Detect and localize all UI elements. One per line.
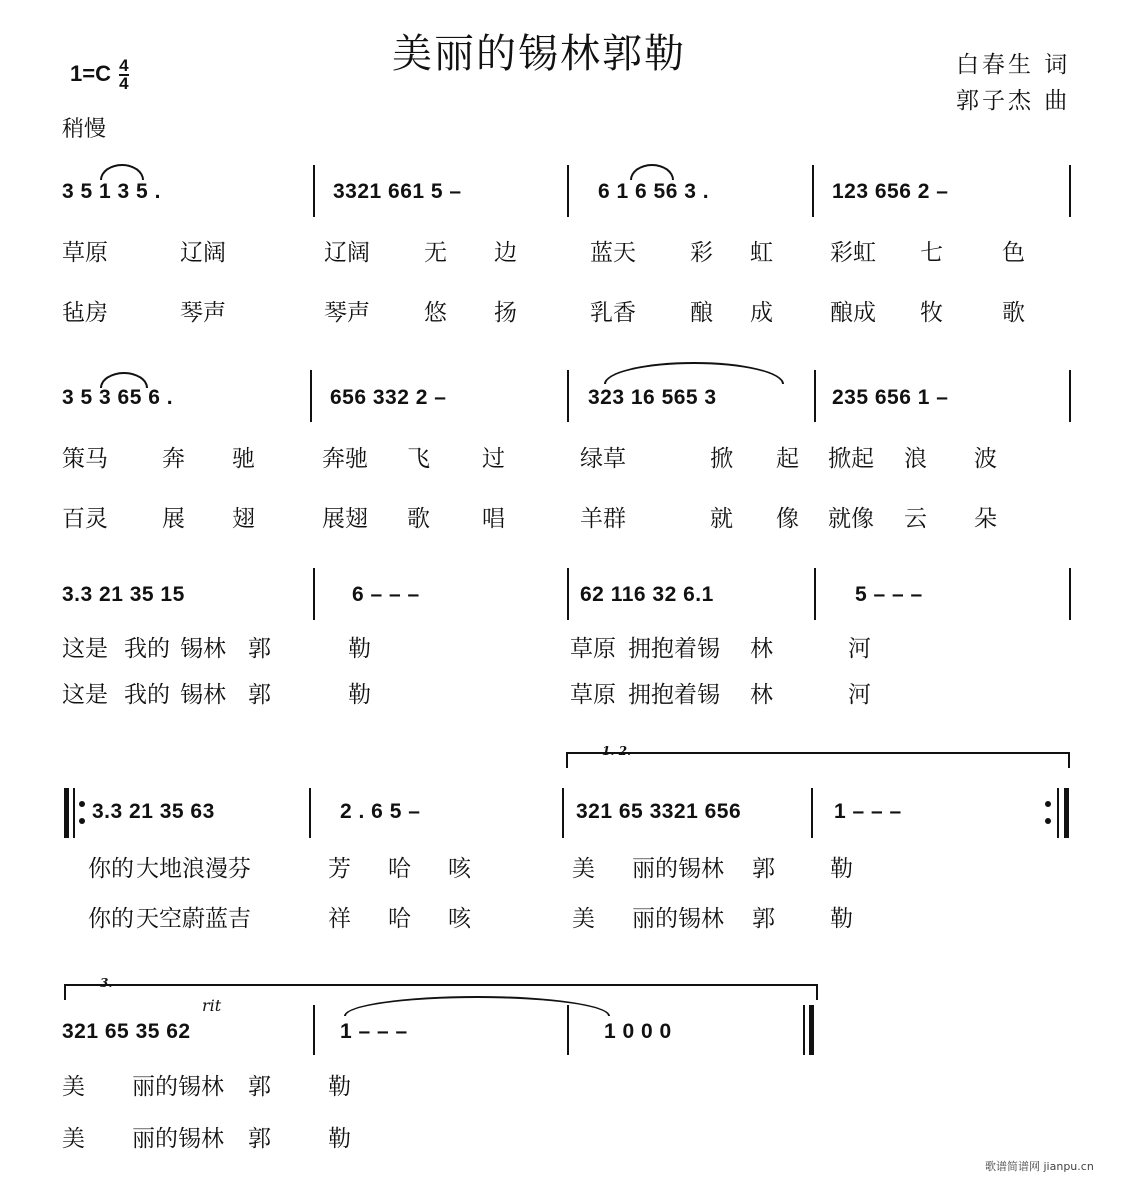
lyric-word: 郭 [752,906,775,932]
repeat-start-barline-thin [73,788,75,838]
measure: 3.3 21 35 15 [62,583,185,606]
lyric-word: 蓝天 [590,240,636,266]
repeat-dot [1045,818,1051,824]
lyric-word: 勒 [348,682,371,708]
measure: 1 – – – [340,1020,408,1043]
lyric-word: 丽的锡林 [632,856,724,882]
lyric-word: 勒 [328,1126,351,1152]
barline [562,788,564,838]
lyric-word: 虹 [750,240,773,266]
lyric-word: 毡房 [62,300,108,326]
lyric-word: 芳 [328,856,351,882]
lyric-word: 咳 [448,906,471,932]
lyric-word: 起 [776,446,799,472]
lyric-word: 彩 [690,240,713,266]
lyric-word: 河 [848,636,871,662]
measure: 5 – – – [855,583,923,606]
lyric-word: 你的 [88,906,134,932]
lyric-word: 郭 [248,1074,271,1100]
barline [1069,165,1071,217]
lyric-word: 飞 [407,446,430,472]
lyric-word: 郭 [752,856,775,882]
lyric-word: 彩虹 [830,240,876,266]
barline [567,1005,569,1055]
lyric-word: 展翅 [322,506,368,532]
lyric-word: 我的 [124,636,170,662]
lyric-word: 草原 [62,240,108,266]
volta-label: 3. [100,976,113,990]
lyric-word: 河 [848,682,871,708]
barline [313,568,315,620]
time-bottom: 4 [119,74,129,93]
lyric-word: 我的 [124,682,170,708]
lyric-word: 云 [904,506,927,532]
barline [310,370,312,422]
barline [814,568,816,620]
tempo-marking: 稍慢 [62,117,107,142]
lyric-word: 牧 [920,300,943,326]
lyric-word: 哈 [388,856,411,882]
lyric-word: 锡林 [180,636,226,662]
measure: 6 1 6 56 3 . [598,180,710,203]
lyric-word: 策马 [62,446,108,472]
barline [812,165,814,217]
barline [313,165,315,217]
repeat-dot [79,818,85,824]
lyric-word: 边 [494,240,517,266]
lyric-word: 草原 [570,636,616,662]
lyric-word: 掀 [710,446,733,472]
lyric-word: 就 [710,506,733,532]
barline [1069,568,1071,620]
lyric-word: 琴声 [324,300,370,326]
measure: 3.3 21 35 63 [92,800,215,823]
lyric-word: 天空蔚蓝吉 [136,906,251,932]
lyric-word: 奔驰 [322,446,368,472]
lyric-word: 祥 [328,906,351,932]
lyric-word: 波 [974,446,997,472]
lyric-word: 乳香 [590,300,636,326]
repeat-end-barline-thin [1057,788,1059,838]
lyric-word: 美 [62,1126,85,1152]
lyric-word: 林 [750,682,773,708]
lyric-word: 草原 [570,682,616,708]
song-title: 美丽的锡林郭勒 [392,31,686,77]
repeat-end-barline [1064,788,1069,838]
barline [567,568,569,620]
lyric-word: 扬 [494,300,517,326]
lyric-word: 勒 [830,906,853,932]
lyricist-credit: 白春生 词 [956,52,1071,78]
lyric-word: 拥抱着锡 [628,636,720,662]
measure: 321 65 35 62 [62,1020,191,1043]
barline [309,788,311,838]
measure: 1 – – – [834,800,902,823]
ritardando-marking: rit [202,996,222,1015]
key-signature [70,58,129,92]
lyric-word: 酿成 [830,300,876,326]
barline [567,370,569,422]
lyric-word: 歌 [1002,300,1025,326]
measure: 62 116 32 6.1 [580,583,714,606]
repeat-dot [1045,801,1051,807]
barline [811,788,813,838]
watermark: 歌谱简谱网 jianpu.cn [985,1160,1094,1173]
time-top: 4 [119,56,129,75]
lyric-word: 拥抱着锡 [628,682,720,708]
final-barline-thin [803,1005,805,1055]
barline [313,1005,315,1055]
lyric-word: 色 [1002,240,1025,266]
lyric-word: 美 [62,1074,85,1100]
lyric-word: 朵 [974,506,997,532]
measure: 3 5 3 65 6 . [62,386,174,409]
lyric-word: 羊群 [580,506,626,532]
measure: 2 . 6 5 – [340,800,421,823]
lyric-word: 郭 [248,682,271,708]
lyric-word: 这是 [62,682,108,708]
lyric-word: 浪 [904,446,927,472]
slur [604,362,784,384]
lyric-word: 驰 [232,446,255,472]
measure: 235 656 1 – [832,386,949,409]
measure: 123 656 2 – [832,180,949,203]
lyric-word: 勒 [348,636,371,662]
lyric-word: 翅 [232,506,255,532]
lyric-word: 百灵 [62,506,108,532]
measure: 6 – – – [352,583,420,606]
lyric-word: 林 [750,636,773,662]
time-signature [119,58,128,92]
slur [100,164,144,180]
lyric-word: 丽的锡林 [632,906,724,932]
lyric-word: 掀起 [828,446,874,472]
lyric-word: 丽的锡林 [132,1126,224,1152]
measure: 3321 661 5 – [333,180,462,203]
lyric-word: 大地浪漫芬 [136,856,251,882]
lyric-word: 辽阔 [180,240,226,266]
repeat-start-barline [64,788,69,838]
lyric-word: 勒 [830,856,853,882]
lyric-word: 唱 [482,506,505,532]
lyric-word: 无 [424,240,447,266]
lyric-word: 美 [572,856,595,882]
lyric-word: 像 [776,506,799,532]
composer-credit: 郭子杰 曲 [956,88,1071,114]
barline [1069,370,1071,422]
lyric-word: 成 [750,300,773,326]
lyric-word: 哈 [388,906,411,932]
lyric-word: 绿草 [580,446,626,472]
lyric-word: 这是 [62,636,108,662]
lyric-word: 展 [162,506,185,532]
lyric-word: 七 [920,240,943,266]
lyric-word: 丽的锡林 [132,1074,224,1100]
lyric-word: 就像 [828,506,874,532]
lyric-word: 歌 [407,506,430,532]
lyric-word: 过 [482,446,505,472]
measure: 3 5 1 3 5 . [62,180,161,203]
volta-label: 1. 2. [602,744,632,758]
lyric-word: 美 [572,906,595,932]
lyric-word: 琴声 [180,300,226,326]
lyric-word: 锡林 [180,682,226,708]
repeat-dot [79,801,85,807]
lyric-word: 奔 [162,446,185,472]
measure: 1 0 0 0 [604,1020,672,1043]
lyric-word: 郭 [248,1126,271,1152]
lyric-word: 悠 [424,300,447,326]
measure: 656 332 2 – [330,386,447,409]
lyric-word: 咳 [448,856,471,882]
slur [630,164,674,180]
lyric-word: 酿 [690,300,713,326]
volta-bracket-1-2 [566,752,1070,768]
lyric-word: 辽阔 [324,240,370,266]
measure: 323 16 565 3 [588,386,717,409]
barline [814,370,816,422]
lyric-word: 郭 [248,636,271,662]
key-label: 1=C [70,60,111,86]
barline [567,165,569,217]
lyric-word: 你的 [88,856,134,882]
lyric-word: 勒 [328,1074,351,1100]
measure: 321 65 3321 656 [576,800,742,823]
final-barline [809,1005,814,1055]
